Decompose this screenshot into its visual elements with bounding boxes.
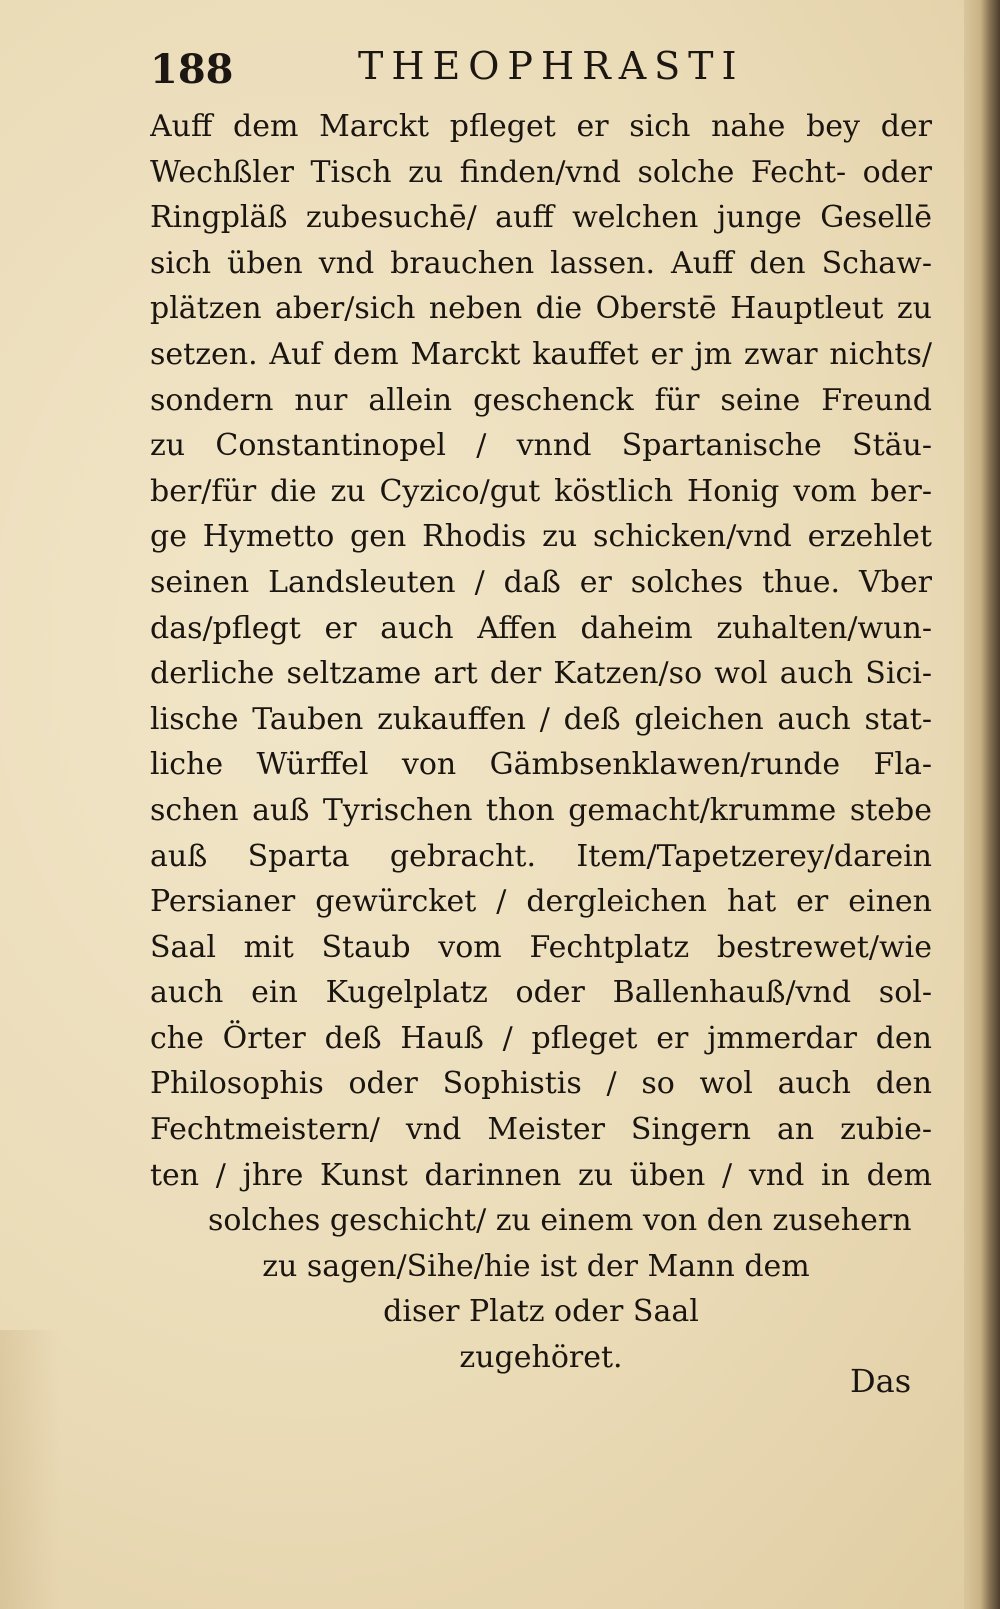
- text-line: setzen. Auf dem Marckt kauffet er jm zwar nichts/: [150, 336, 932, 372]
- closing-line: diser Platz oder Saal: [383, 1294, 699, 1330]
- text-line: lische Tauben zukauffen / deß gleichen auch stat-: [150, 701, 932, 737]
- text-line: Persianer gewürcket / dergleichen hat er einen: [150, 884, 932, 920]
- text-line: Fechtmeistern/ vnd Meister Singern an zubie-: [150, 1112, 932, 1148]
- text-block: [150, 104, 932, 1381]
- text-line: che Örter deß Hauß / pfleget er jmmerdar den: [150, 1020, 932, 1056]
- running-title: THEOPHRASTI: [358, 44, 745, 88]
- text-line: das/pflegt er auch Affen daheim zuhalten/wun-: [150, 610, 932, 646]
- text-line: liche Würffel von Gämbsenklawen/runde Fla-: [150, 747, 932, 783]
- page-header: [150, 40, 910, 100]
- text-line: auch ein Kugelplatz oder Ballenhauß/vnd sol-: [150, 975, 932, 1011]
- text-line: derliche seltzame art der Katzen/so wol auch Sici-: [150, 656, 932, 692]
- closing-line: zu sagen/Sihe/hie ist der Mann dem: [262, 1248, 810, 1284]
- text-line: ten / jhre Kunst darinnen zu üben / vnd in dem: [150, 1157, 932, 1193]
- closing-line: zugehöret.: [459, 1340, 623, 1376]
- page-stain: [0, 1330, 60, 1609]
- text-line: ge Hymetto gen Rhodis zu schicken/vnd erzehlet: [150, 519, 932, 555]
- text-line: Auff dem Marckt pfleget er sich nahe bey der: [150, 109, 932, 144]
- text-line: sondern nur allein geschenck für seine Freund: [150, 382, 932, 418]
- text-line: Ringpläß zubesuchē/ auff welchen junge Gesellē: [150, 200, 932, 236]
- text-line: sich üben vnd brauchen lassen. Auff den Schaw-: [150, 245, 932, 281]
- text-line: Saal mit Staub vom Fechtplatz bestrewet/wie: [150, 929, 932, 965]
- text-line: ber/für die zu Cyzico/gut köstlich Honig vom ber-: [150, 473, 932, 509]
- text-line: plätzen aber/sich neben die Oberstē Hauptleut zu: [150, 291, 932, 327]
- text-line: zu Constantinopel / vnnd Spartanische Stäu-: [150, 428, 932, 464]
- text-line: schen auß Tyrischen thon gemacht/krumme stebe: [150, 792, 932, 828]
- text-line: Philosophis oder Sophistis / so wol auch den: [150, 1066, 932, 1102]
- closing-line: solches geschicht/ zu einem von den zusehern: [208, 1203, 912, 1239]
- text-line: Wechßler Tisch zu finden/vnd solche Fecht- oder: [150, 154, 932, 190]
- text-line: seinen Landsleuten / daß er solches thue. Vber: [150, 564, 932, 600]
- book-gutter: [964, 0, 1000, 1609]
- text-line: auß Sparta gebracht. Item/Tapetzerey/darein: [150, 838, 932, 874]
- catchword: Das: [850, 1362, 912, 1400]
- page-number: 188: [150, 46, 234, 93]
